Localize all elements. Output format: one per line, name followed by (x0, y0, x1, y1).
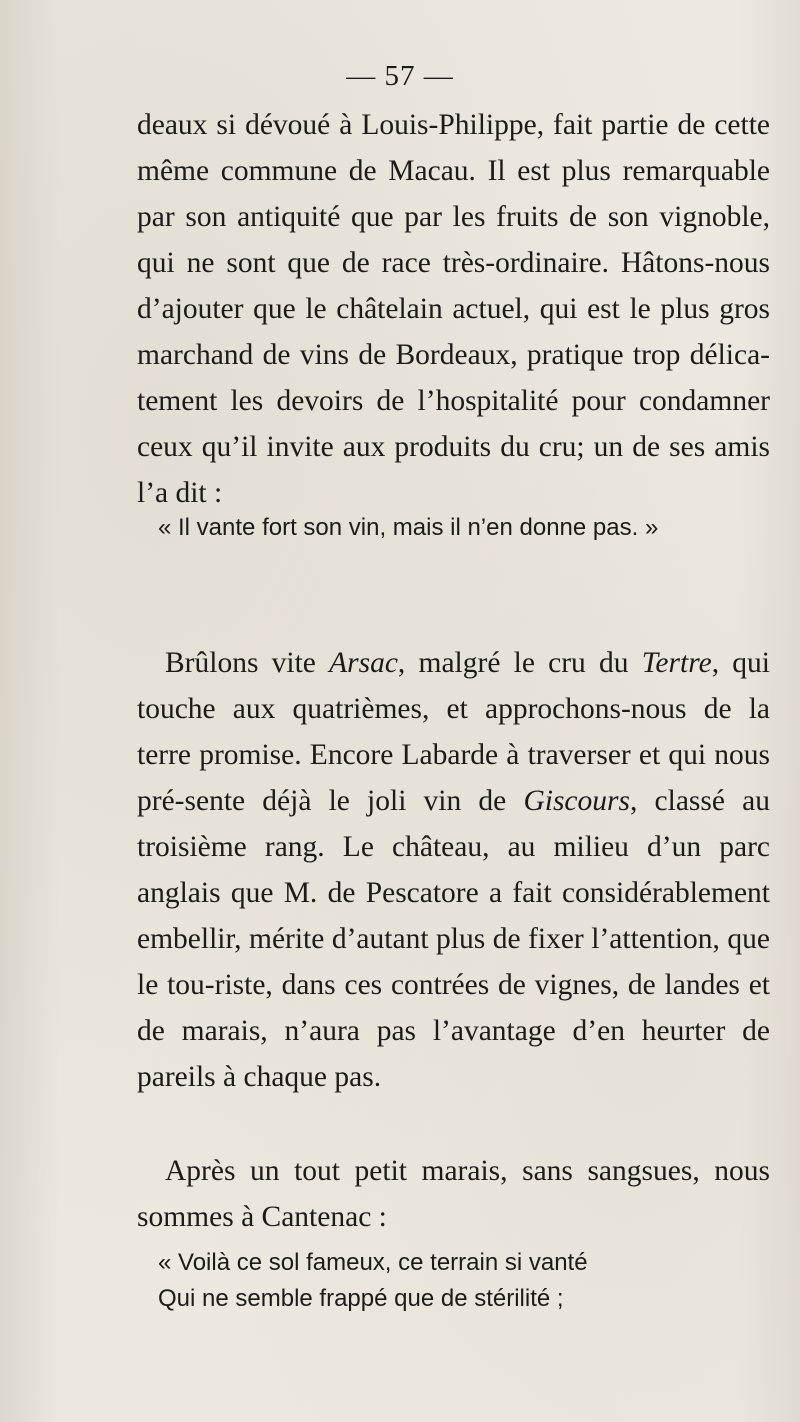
paragraph-arsac-text-2: , malgré le cru du (397, 647, 642, 679)
paragraph-macau: deaux si dévoué à Louis-Philippe, fait partie de cette même commune de Macau. Il est plus remarquable par son antiquité que par les fruits de son vignoble, qui ne sont que de race très-ordinaire. Hâtons-nous d’ajouter que le châtelain actuel, qui est le plus gros marchand de vins de Bordeaux, pratique trop délica-tement les devoirs de l’hospitalité pour condamner ceux qu’il invite aux produits du cru; un de ses amis l’a dit : (137, 109, 770, 509)
paragraph-cantenac: Après un tout petit marais, sans sangsues, nous sommes à Cantenac : (137, 1155, 770, 1233)
quote-voila-line-2: Qui ne semble frappé que de stérilité ; (158, 1285, 564, 1312)
paragraph-arsac-text-3: , qui touche aux quatrièmes, et approchons-nous de la terre promise. Encore Labarde à traverser et qui nous pré-sente déjà le joli vin de (137, 647, 770, 817)
paragraph-arsac (137, 640, 770, 1100)
place-name-tertre: Tertre (641, 647, 712, 679)
quote-voila-line-1: « Voilà ce sol fameux, ce terrain si vanté (158, 1249, 588, 1276)
quote-vante-fort: « Il vante fort son vin, mais il n’en donne pas. » (158, 514, 659, 541)
place-name-giscours: Giscours (523, 785, 630, 817)
paragraph-arsac-text-4: , classé au troisième rang. Le château, au milieu d’un parc anglais que M. de Pescatore a fait considérablement embellir, mérite d’autant plus de fixer l’attention, que le tou-riste, dans ces contrées de vignes, de landes et de marais, n’aura pas l’avantage d’en heurter de pareils à chaque pas. (137, 785, 771, 1093)
place-name-arsac: Arsac (329, 647, 398, 679)
paragraph-arsac-text-1: Brûlons vite (165, 647, 330, 679)
page-number: — 57 — (346, 60, 454, 92)
